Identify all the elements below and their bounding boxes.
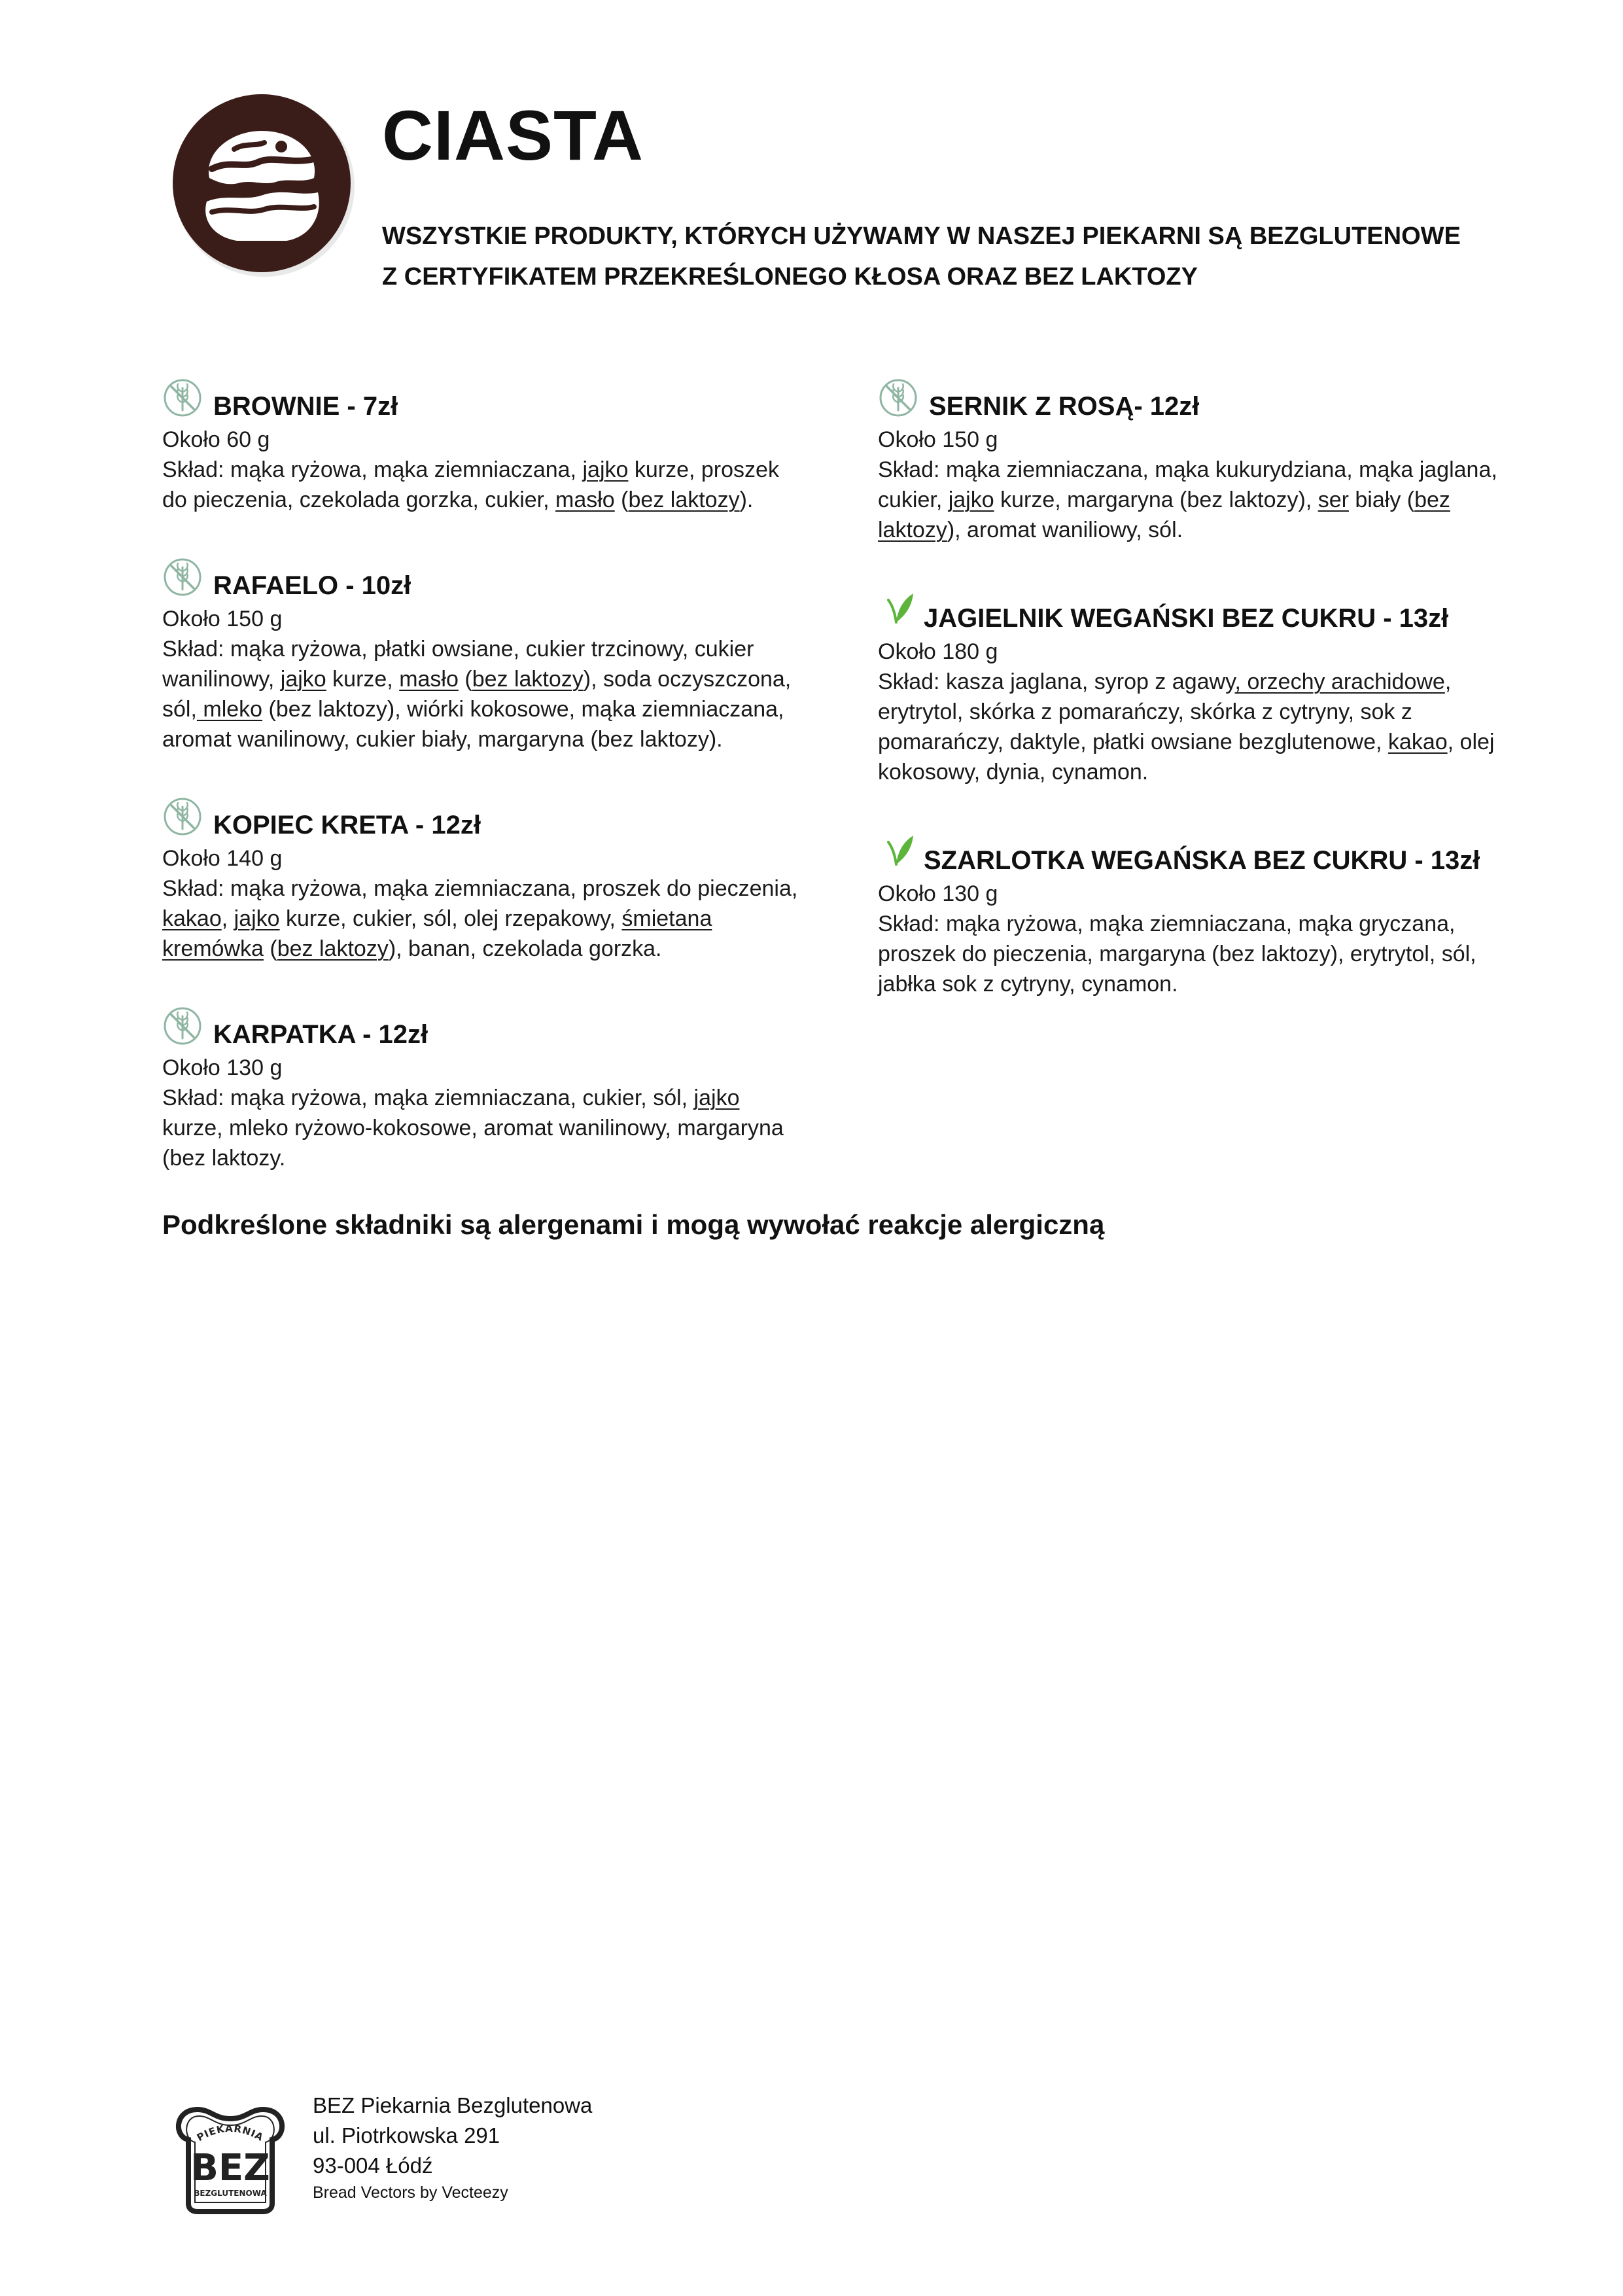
ingredient-text: (: [458, 667, 472, 692]
crossed-grain-icon: [162, 796, 203, 837]
allergen-ingredient: kakao: [1387, 730, 1448, 754]
ingredient-text: Skład: mąka ryżowa, mąka ziemniaczana, proszek do pieczenia,: [162, 876, 798, 901]
ingredient-text: (: [263, 936, 277, 961]
ingredient-text: , erytrytol, skórka z pomarańczy, skórka z cytryny, sok z pomarańczy, daktyle, płatki owsiane bezglutenowe,: [878, 669, 1452, 754]
ingredient-text: kurze, margaryna (bez laktozy),: [994, 487, 1318, 512]
vegan-leaf-icon: [887, 591, 915, 625]
product-header: [878, 824, 1506, 876]
cake-icon: [171, 92, 358, 278]
ingredient-text: (: [614, 487, 629, 512]
footer-credit: Bread Vectors by Vecteezy: [313, 2183, 508, 2202]
product-ingredients: [162, 455, 803, 515]
ingredient-text: Skład: mąka ryżowa, mąka ziemniaczana, cukier, sól,: [162, 1086, 694, 1110]
ingredient-text: ), banan, czekolada gorzka.: [388, 936, 662, 961]
product-item: [162, 549, 803, 754]
ingredient-text: ,: [221, 906, 234, 931]
product-ingredients: [878, 455, 1506, 545]
product-header: [162, 998, 803, 1050]
allergen-ingredient: jajko: [948, 487, 994, 512]
allergen-ingredient: masło: [555, 487, 615, 512]
ingredient-text: Skład: kasza jaglana, syrop z agawy: [878, 669, 1235, 694]
ingredient-text: kurze,: [326, 667, 400, 692]
allergen-ingredient: ser: [1318, 487, 1349, 512]
product-header: [878, 370, 1506, 422]
crossed-grain-icon: [162, 378, 203, 418]
ingredient-text: Skład: mąka ryżowa, mąka ziemniaczana, mąka gryczana, proszek do pieczenia, margaryna (bez laktozy), erytrytol, sól, jabłka sok z cytryny, cynamon.: [878, 911, 1476, 997]
product-header: [162, 370, 803, 422]
product-ingredients: [162, 634, 803, 754]
footer-line: BEZ Piekarnia Bezglutenowa: [313, 2093, 593, 2117]
product-item: [162, 998, 803, 1173]
product-weight: Około 140 g: [162, 846, 283, 871]
product-weight: Około 150 g: [162, 607, 283, 631]
product-ingredients: [162, 1083, 803, 1173]
ingredient-text: ), soda oczyszczona, sól,: [162, 667, 792, 722]
subtitle-line: Z CERTYFIKATEM PRZEKREŚLONEGO KŁOSA ORAZ BEZ LAKTOZY: [382, 263, 1198, 291]
allergen-ingredient: jajko: [234, 906, 280, 931]
ingredient-text: kurze, mleko ryżowo-kokosowe, aromat wanilinowy, margaryna (bez laktozy.: [162, 1116, 784, 1171]
product-name: BROWNIE - 7zł: [213, 392, 398, 421]
product-name: KOPIEC KRETA - 12zł: [213, 811, 481, 839]
product-item: [878, 824, 1506, 999]
allergen-ingredient: masło: [399, 667, 459, 692]
ingredient-text: biały (: [1348, 487, 1415, 512]
product-item: [162, 788, 803, 964]
allergen-ingredient: jajko: [693, 1086, 740, 1110]
ingredient-text: , olej kokosowy, dynia, cynamon.: [878, 730, 1495, 785]
product-ingredients: [162, 874, 803, 964]
product-name: RAFAELO - 10zł: [213, 571, 411, 600]
allergen-ingredient: bez laktozy: [628, 487, 740, 512]
product-header: [878, 582, 1506, 634]
product-name: SERNIK Z ROSĄ- 12zł: [929, 392, 1200, 421]
logo-top-text: PIEKARNIA: [194, 2122, 266, 2144]
product-weight: Około 150 g: [878, 427, 998, 452]
product-weight: Około 180 g: [878, 639, 998, 664]
product-ingredients: [878, 909, 1506, 999]
footer-line: ul. Piotrkowska 291: [313, 2123, 500, 2147]
product-header: [162, 788, 803, 841]
allergen-ingredient: śmietana kremówka: [162, 906, 712, 961]
ingredient-text: kurze, cukier, sól, olej rzepakowy,: [279, 906, 622, 931]
ingredient-text: (bez laktozy), wiórki kokosowe, mąka ziemniaczana, aromat wanilinowy, cukier biały, margaryna (bez laktozy).: [162, 697, 784, 752]
crossed-grain-icon: [162, 557, 203, 597]
allergen-ingredient: kakao: [162, 906, 222, 931]
product-item: [878, 370, 1506, 545]
product-weight: Około 130 g: [162, 1055, 283, 1080]
ingredient-text: Skład: mąka ryżowa, mąka ziemniaczana,: [162, 457, 583, 482]
ingredient-text: ).: [739, 487, 754, 512]
page-subtitle: [382, 216, 1527, 297]
product-weight: Około 60 g: [162, 427, 270, 452]
allergen-ingredient: bez laktozy: [472, 667, 584, 692]
product-name: KARPATKA - 12zł: [213, 1020, 428, 1049]
product-name: SZARLOTKA WEGAŃSKA BEZ CUKRU - 13zł: [924, 846, 1480, 875]
allergen-ingredient: mleko: [196, 697, 263, 722]
crossed-grain-icon: [162, 1006, 203, 1046]
product-item: [878, 582, 1506, 787]
footer-address: [313, 2091, 592, 2204]
allergen-ingredient: , orzechy arachidowe: [1234, 669, 1445, 694]
page-title: CIASTA: [382, 96, 644, 175]
allergen-ingredient: jajko: [582, 457, 629, 482]
allergen-ingredient: bez laktozy: [878, 487, 1450, 542]
allergen-ingredient: jajko: [280, 667, 326, 692]
logo-main-text: BEZ: [190, 2147, 270, 2189]
vegan-leaf-icon: [887, 833, 915, 867]
ingredient-text: ), aromat waniliowy, sól.: [947, 518, 1183, 542]
subtitle-line: WSZYSTKIE PRODUKTY, KTÓRYCH UŻYWAMY W NASZEJ PIEKARNI SĄ BEZGLUTENOWE: [382, 222, 1461, 250]
allergen-note: Podkreślone składniki są alergenami i mogą wywołać reakcje alergiczną: [162, 1209, 1105, 1240]
product-item: [162, 370, 803, 515]
product-ingredients: [878, 667, 1506, 787]
products-right-column: [878, 370, 1506, 1036]
allergen-ingredient: bez laktozy: [277, 936, 389, 961]
product-header: [162, 549, 803, 601]
bakery-logo-icon: [171, 2100, 289, 2215]
crossed-grain-icon: [878, 378, 918, 418]
products-left-column: [162, 370, 803, 1207]
ingredient-text: Skład: mąka ziemniaczana, mąka kukurydziana, mąka jaglana, cukier,: [878, 457, 1497, 512]
ingredient-text: kurze, proszek do pieczenia, czekolada gorzka, cukier,: [162, 457, 779, 512]
product-weight: Około 130 g: [878, 881, 998, 906]
product-name: JAGIELNIK WEGAŃSKI BEZ CUKRU - 13zł: [924, 604, 1449, 633]
footer-line: 93-004 Łódź: [313, 2153, 433, 2178]
ingredient-text: Skład: mąka ryżowa, płatki owsiane, cukier trzcinowy, cukier wanilinowy,: [162, 637, 754, 692]
logo-bottom-text: BEZGLUTENOWA: [194, 2189, 267, 2198]
